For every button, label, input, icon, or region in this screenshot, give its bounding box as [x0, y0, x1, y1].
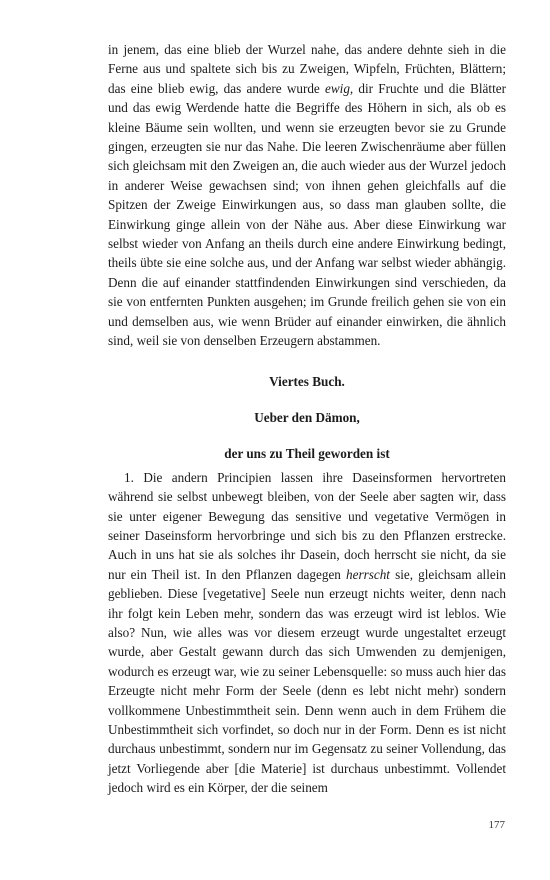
book-heading: Viertes Buch. — [269, 373, 345, 389]
paragraph-section-1 — [108, 468, 506, 798]
chapter-title: Ueber den Dämon, — [254, 409, 360, 425]
chapter-subtitle: der uns zu Theil geworden ist — [224, 446, 390, 462]
paragraph-continuation — [108, 40, 506, 351]
text-segment: dir Fruchte und die Blätter und das ewig Werdende hatte die Begriffe des Höhern in sich, als ob es kleine Bäume sein wollten, und wenn sie erzeugten bevor sie zu Grunde gingen, erzeugten sie nur das Nahe. Die leeren Zwischenräume aber füllen sich gleichsam mit den Zweigen an, die auch wieder aus der Wurzel jedoch in anderer Weise gewachsen sind; von ihnen gehen gleichfalls auf die Spitzen der Zweige Einwirkungen aus, so dass man glauben sollte, die Einwirkung ginge allein von der Nähe aus. Aber diese Einwirkung war selbst wieder von Anfang an theils durch eine andere Einwirkung bedingt, theils übte sie eine solche aus, und der Anfang war selbst wieder abhängig. Denn die auf einander stattfindenden Einwirkungen sind verschieden, da sie von entfernten Punkten ausgehen; im Grunde freilich gehen sie von ein und demselben aus, wie wenn Brüder auf einander einwirken, die ähnlich sind, weil sie von denselben Erzeugern abstammen. — [108, 80, 506, 349]
page-number: 177 — [488, 819, 505, 831]
text-segment: 1. Die andern Principien lassen ihre Daseinsformen hervortreten während sie selbst unbewegt bleiben, von der Seele aber sagten wir, dass sie unter eigener Bewegung das sensitive und vegetative Vermögen in seiner Daseinsform hervorbringe und sich bis zu den Pflanzen erstrecke. Auch in uns hat sie als solches ihr Dasein, doch herrscht sie nicht, da sie nur ein Theil ist. In den Pflanzen dagegen — [108, 469, 506, 582]
text-segment: sie, gleichsam allein geblieben. Diese [vegetative] Seele nun erzeugt nichts weiter, denn nach ihr folgt kein Leben mehr, sondern das was erzeugt wird ist leblos. Wie also? Nun, wie alles was vor diesem erzeugt wurde ungestaltet erzeugt wurde, aber Gestalt gewann durch das sich Umwenden zu demjenigen, wodurch es erzeugt war, wie zu seiner Lebensquelle: so muss auch hier das Erzeugte nicht mehr Form der Seele (denn es lebt nicht mehr) sondern vollkommene Unbestimmtheit sein. Denn wenn auch in dem Frühem die Unbestimmtheit sich vorfindet, so doch nur in der Form. Denn es ist nicht durchaus unbestimmt, sondern nur im Gegensatz zu seiner Vollendung, das jetzt Vorliegende aber [die Materie] ist durchaus unbestimmt. Vollendet jedoch wird es ein Körper, der die seinem — [108, 566, 506, 796]
page-body — [108, 40, 506, 798]
italic-text-segment: herrscht — [346, 566, 390, 582]
italic-text-segment: ewig, — [325, 80, 354, 96]
text-segment: in jenem, das eine blieb der Wurzel nahe, das andere dehnte sieh in die Ferne aus und spaltete sich bis zu Zweigen, Wipfeln, Früchten, Blättern; das eine blieb ewig, das andere wurde — [108, 42, 506, 96]
